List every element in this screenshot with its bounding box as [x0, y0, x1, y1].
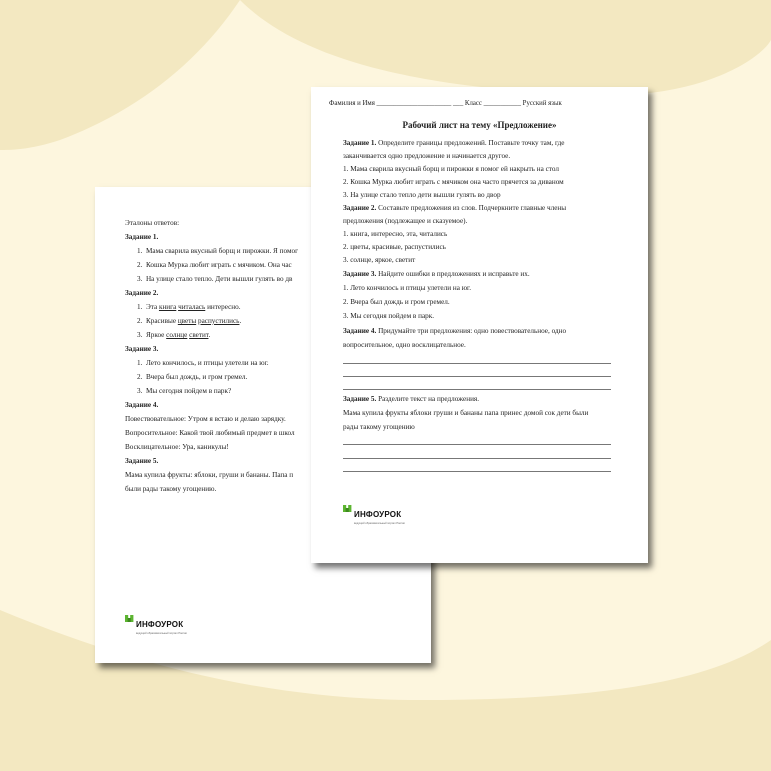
answer-task1-item: 3. На улице стало тепло. Дети вышли гулять во дв — [137, 275, 293, 283]
infourok-logo — [125, 614, 187, 635]
answer-task2-label: Задание 2. — [125, 289, 159, 297]
underlined-subject: цветы — [177, 317, 197, 325]
task2-item: 1. книга, интересно, эта, читались — [343, 230, 448, 238]
task2-text: Задание 2. Составьте предложения из слов. Подчеркните главные члены — [343, 204, 567, 212]
underlined-subject: солнце — [166, 331, 188, 339]
task1-item: 3. На улице стало тепло дети вышли гулять во двор — [343, 191, 501, 199]
answer-task4-label: Задание 4. — [125, 401, 159, 409]
worksheet-title: Рабочий лист на тему «Предложение» — [402, 120, 557, 130]
task3-text: Задание 3. Найдите ошибки в предложениях и исправьте их. — [343, 270, 530, 278]
task2-item: 2. цветы, красивые, распустились — [343, 243, 446, 251]
infourok-logo-icon — [343, 504, 352, 513]
task5-answer-line[interactable] — [343, 458, 611, 459]
logo-tagline: ведущий образовательный портал России — [136, 632, 187, 635]
task1-item: 1. Мама сварила вкусный борщ и пирожки я помог ей накрыть на стол — [343, 165, 559, 173]
infourok-logo-icon — [125, 614, 134, 623]
task4-text-cont: вопросительное, одно восклицательное. — [343, 341, 466, 349]
infourok-logo — [343, 504, 405, 525]
answer-key-heading: Эталоны ответов: — [125, 219, 180, 227]
underlined-predicate: читалась — [178, 303, 206, 311]
logo-brand-text: ИНФОУРОК — [136, 620, 184, 629]
background-blob-top — [240, 0, 771, 95]
task3-item: 3. Мы сегодня пойдем в парк. — [343, 312, 435, 320]
task1-item: 2. Кошка Мурка любит играть с мячиком она часто прячется за диваном — [343, 178, 564, 186]
answer-task5-line: Мама купила фрукты: яблоки, груши и бананы. Папа п — [125, 471, 294, 479]
underlined-predicate: светит — [189, 331, 209, 339]
answer-task1-label: Задание 1. — [125, 233, 159, 241]
task1-text: Задание 1. Определите границы предложений. Поставьте точку там, где — [343, 139, 565, 147]
task5-text-cont: Мама купила фрукты яблоки груши и бананы папа принес домой сок дети были — [343, 409, 589, 417]
worksheet-sheet — [311, 87, 648, 563]
task2-text-cont: предложения (подлежащее и сказуемое). — [343, 217, 468, 225]
answer-task2-item: 1. Эта книга читалась интересно. — [137, 303, 241, 311]
task3-item: 1. Лето кончилось и птицы улетели на юг. — [343, 284, 471, 292]
task4-text: Задание 4. Придумайте три предложения: одно повествовательное, одно — [343, 327, 567, 335]
answer-task4-line: Восклицательное: Ура, каникулы! — [125, 443, 229, 451]
background-blob-left — [0, 0, 240, 150]
logo-brand-text: ИНФОУРОК — [354, 510, 402, 519]
task5-text-cont: рады такому угощению — [343, 423, 415, 431]
answer-task3-item: 2. Вчера был дождь, и гром гремел. — [137, 373, 248, 381]
underlined-subject: книга — [158, 303, 177, 311]
answer-task4-line: Вопросительное: Какой твой любимый предмет в школ — [125, 429, 295, 437]
task4-answer-line[interactable] — [343, 389, 611, 390]
task2-item: 3. солнце, яркое, светит — [343, 256, 416, 264]
task5-answer-line[interactable] — [343, 444, 611, 445]
answer-task5-line: были рады такому угощению. — [125, 485, 217, 493]
task5-answer-line[interactable] — [343, 471, 611, 472]
task3-item: 2. Вчера был дождь и гром гремел. — [343, 298, 450, 306]
task5-text: Задание 5. Разделите текст на предложения. — [343, 395, 480, 403]
answer-task1-item: 1. Мама сварила вкусный борщ и пирожки. Я помог — [137, 247, 299, 255]
answer-task2-item: 3. Яркое солнце светит. — [137, 331, 211, 339]
answer-task3-item: 1. Лето кончилось, и птицы улетели на юг. — [137, 359, 269, 367]
logo-tagline: ведущий образовательный портал России — [354, 522, 405, 525]
answer-task4-line: Повествовательное: Утром я встаю и делаю зарядку. — [125, 415, 286, 423]
answer-task3-label: Задание 3. — [125, 345, 159, 353]
answer-task5-label: Задание 5. — [125, 457, 159, 465]
task4-answer-line[interactable] — [343, 363, 611, 364]
task4-answer-line[interactable] — [343, 376, 611, 377]
answer-task2-item: 2. Красивые цветы распустились. — [137, 317, 242, 325]
task1-text-cont: заканчивается одно предложение и начинается другое. — [343, 152, 511, 160]
worksheet-header: Фамилия и Имя ______________________ ___ Класс ___________ Русский язык — [329, 100, 562, 107]
answer-task3-item: 3. Мы сегодня пойдем в парк? — [137, 387, 232, 395]
underlined-predicate: распустились — [197, 317, 240, 325]
answer-task1-item: 2. Кошка Мурка любит играть с мячиком. Она час — [137, 261, 292, 269]
